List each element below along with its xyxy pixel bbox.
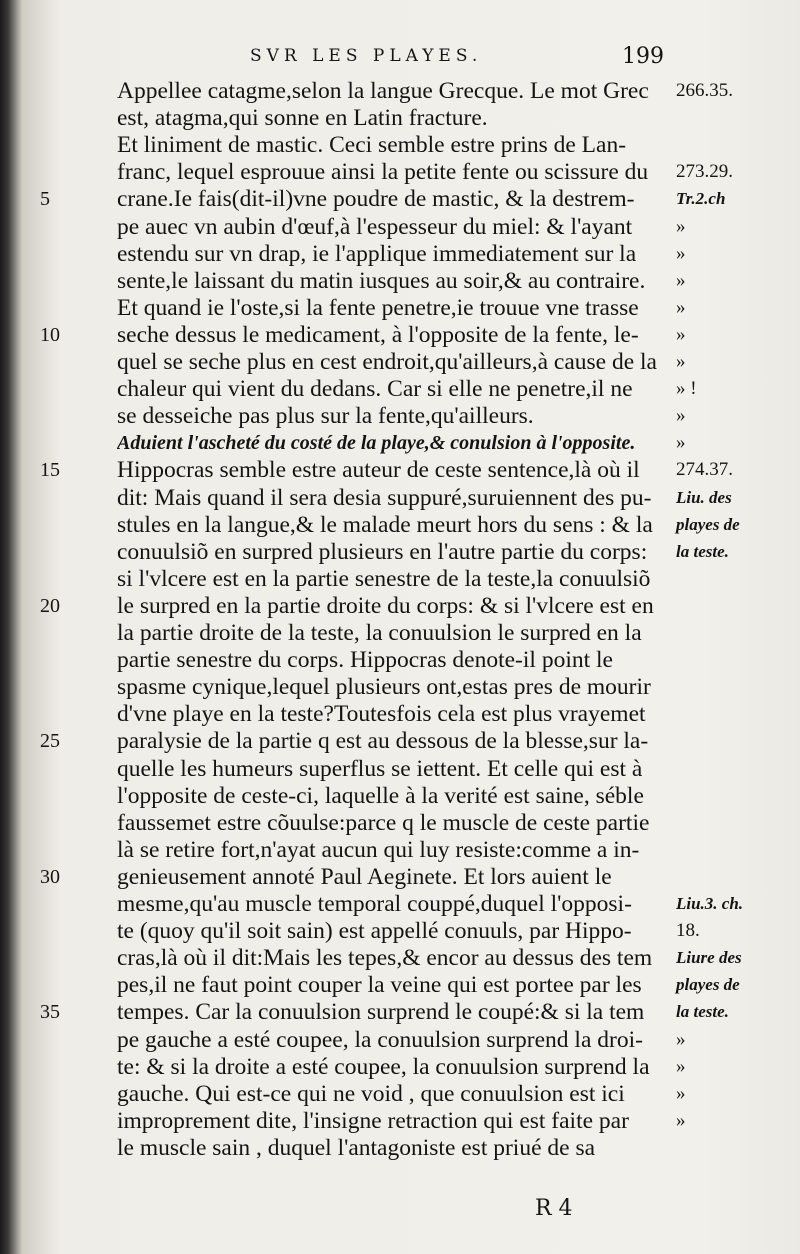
page-number: 199 [622,44,664,69]
text-line: conuulsiõ en surpred plusieurs en l'autre partie du corps: [117,538,648,565]
margin-note: 266.35. [676,80,733,101]
text-line: cras,là où il dit:Mais les tepes,& encor au dessus des tem [117,945,653,972]
margin-note: » [676,1028,686,1050]
text-line: Hippocras semble estre auteur de ceste sentence,là où il [117,457,640,484]
text-line: franc, lequel esprouue ainsi la petite fente ou scissure du [117,159,649,186]
margin-note: » [676,1082,686,1104]
text-line: stules en la langue,& le malade meurt hors du sens : & la [117,511,653,538]
text-line: Appellee catagme,selon la langue Grecque. Le mot Grec [117,78,649,104]
line-number: 5 [40,188,50,211]
margin-note: playes de [676,514,740,534]
text-line: quelle les humeurs superflus se iettent. Et celle qui est à [117,755,643,782]
margin-note: » [676,351,686,372]
margin-note: playes de [676,975,740,995]
text-line: spasme cynique,lequel plusieurs ont,estas pres de mourir [117,674,651,701]
line-number: 10 [40,323,60,346]
text-line: pe auec vn aubin d'œuf,à l'espesseur du miel: & l'ayant [117,213,633,240]
margin-note: Liu.3. ch. [676,894,744,913]
text-line: là se retire fort,n'ayat aucun qui luy resiste:comme a in- [117,836,640,863]
text-line: te: & si la droite a esté coupee, la conuulsion surprend la [117,1053,650,1080]
margin-note: 18. [676,920,700,942]
margin-note: » ! [676,378,697,400]
margin-note: » [676,296,686,318]
margin-note: » [676,432,686,454]
margin-note: 273.29. [676,161,733,183]
line-number: 30 [40,865,60,888]
signature-mark: R 4 [535,1196,573,1221]
margin-note: » [676,1109,686,1131]
text-line: se desseiche pas plus sur la fente,qu'ailleurs. [117,403,534,430]
line-number: 20 [40,594,60,617]
margin-note: » [676,405,686,427]
text-line: gauche. Qui est-ce qui ne void , que conuulsion est ici [117,1080,625,1107]
text-line: d'vne playe en la teste?Toutesfois cela est plus vrayemet [117,701,646,728]
text-line: dit: Mais quand il sera desia suppuré,suruiennent des pu- [117,484,652,511]
line-number: 15 [40,459,60,482]
text-line: l'opposite de ceste-ci, laquelle à la verité est saine, séble [117,782,644,809]
text-line: te (quoy qu'il soit sain) est appellé conuuls, par Hippo- [117,918,632,945]
text-line: Et quand ie l'oste,si la fente penetre,ie trouue vne trasse [117,294,639,321]
text-line: estendu sur vn drap, ie l'applique immediatement sur la [117,240,637,267]
margin-note: » [676,323,686,345]
text-line: chaleur qui vient du dedans. Car si elle ne penetre,il ne [117,376,633,403]
text-line: Et liniment de mastic. Ceci semble estre prins de Lan- [117,132,627,159]
text-line: seche dessus le medicament, à l'opposite de la fente, le- [117,321,639,348]
text-line: quel se seche plus en cest endroit,qu'ailleurs,à cause de la [117,349,657,375]
running-title: SVR LES PLAYES. [250,46,483,66]
line-number: 35 [40,1001,60,1024]
margin-note: » [676,215,686,237]
text-line: le surpred en la partie droite du corps: & si l'vlcere est en [117,592,654,619]
margin-note: » [676,242,686,264]
text-line: faussemet estre cõuulse:parce q le muscle de ceste partie [117,809,650,836]
margin-note: la teste. [676,1002,729,1022]
text-line: est, atagma,qui sonne en Latin fracture. [117,105,488,132]
text-line: pe gauche a esté coupee, la conuulsion surprend la droi- [117,1026,643,1053]
text-line: partie senestre du corps. Hippocras denote-il point le [117,647,613,674]
text-line: pes,il ne faut point couper la veine qui est portee par les [117,972,642,999]
margin-note: » [676,1055,686,1077]
text-line: mesme,qu'au muscle temporal couppé,duquel l'opposi- [117,891,632,917]
text-line: la partie droite de la teste, la conuulsion le surpred en la [117,620,642,646]
text-line: le muscle sain , duquel l'antagoniste est priué de sa [117,1134,596,1161]
text-line: paralysie de la partie q est au dessous de la blesse,sur la- [117,728,649,755]
margin-note: 274.37. [676,459,733,481]
margin-note: Liu. des [676,487,732,507]
margin-note: Tr.2.ch [676,189,726,209]
text-line: si l'vlcere est en la partie senestre de la teste,la conuulsiõ [117,565,651,592]
text-line: improprement dite, l'insigne retraction qui est faite par [117,1107,629,1134]
text-line: tempes. Car la conuulsion surprend le coupé:& si la tem [117,999,645,1026]
margin-note: » [676,269,686,291]
margin-note: la teste. [676,541,729,561]
text-line: sente,le laissant du matin iusques au soir,& au contraire. [117,267,646,294]
line-number: 25 [40,730,60,753]
margin-note: Liure des [676,948,742,968]
text-line: genieusement annoté Paul Aeginete. Et lors auient le [117,863,612,890]
text-line: crane.Ie fais(dit-il)vne poudre de mastic, & la destrem- [117,186,635,213]
text-line: Aduient l'ascheté du costé de la playe,& conulsion à l'opposite. [117,432,636,455]
